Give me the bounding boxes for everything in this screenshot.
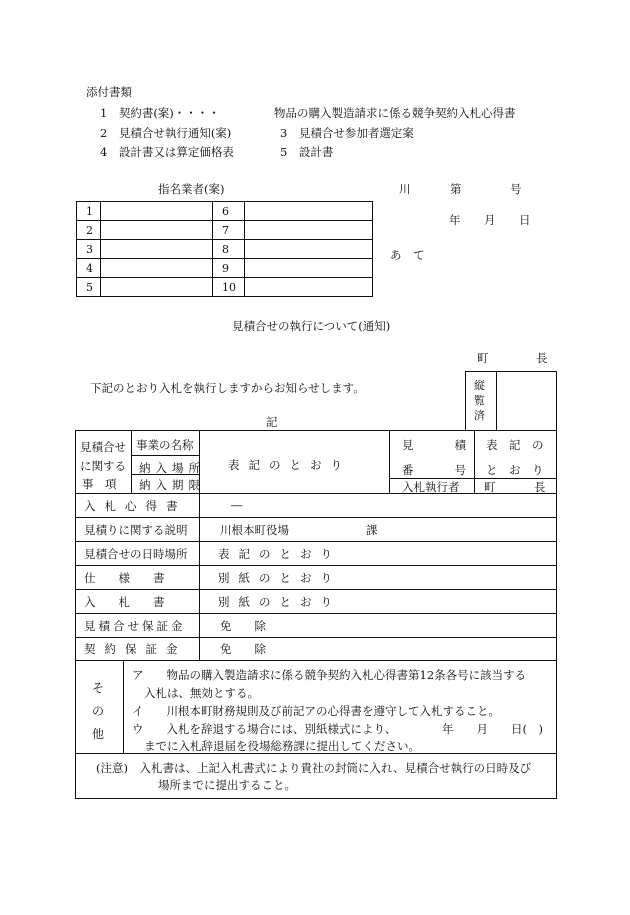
nominee-num: 1 [77,202,101,221]
attachment-item-5: 5 設計書 [280,145,334,159]
row-label-nyusatsu-kokoroe: 入札心得書 [84,499,187,513]
nominee-num: 2 [77,221,101,240]
executor-cho: 町 [484,480,496,494]
number-label: 番 号 [402,463,472,477]
form-rule [76,541,556,542]
form-rule [76,517,556,518]
row-label-bid-form: 入 札 書 [84,595,165,609]
form-rule [131,455,199,456]
attachment-item-2: 2 見積合せ執行通知(案) [100,126,232,140]
notice-title: 見積合せの執行について(通知) [232,319,391,333]
row-label-contract-deposit: 契約保証金 [84,642,187,656]
section-label-line3: 事 項 [82,477,117,491]
addressee-ate: あ て [390,248,425,262]
date-day: 日 [519,213,531,227]
nominee-num: 9 [213,259,245,278]
doc-number-go: 号 [510,182,522,196]
nominee-num: 7 [213,221,245,240]
table-row [77,221,373,240]
executor-cho-title: 長 [534,480,546,494]
form-rule [76,637,556,638]
attachment-item-3: 3 見積合せ参加者選定案 [280,126,414,140]
bid-executor-label: 入札執行者 [402,480,460,494]
review-stamp-label: 縦覧済 [474,379,485,422]
nominee-num: 10 [213,278,245,297]
nominee-name-cell [245,202,373,221]
row-label-datetime-place: 見積合せの日時場所 [84,547,188,561]
as-stated-text: 表記のとおり [228,458,351,472]
other-item-u-line1: ウ 入札を辞退する場合には、別紙様式により、 [132,722,397,736]
nominee-name-cell [245,221,373,240]
table-row [77,202,373,221]
form-rule [76,589,556,590]
form-rule [76,565,556,566]
nominee-name-cell [245,278,373,297]
other-item-a-line1: ア 物品の購入製造請求に係る競争契約入札心得書第12条各号に該当する [132,668,527,682]
business-name-label: 事業の名称 [136,438,194,452]
nominee-title: 指名業者(案) [158,182,225,196]
form-rule [123,661,124,753]
other-item-u-date: 年 月 日( ) [442,722,543,736]
attachment-item-1-detail: 物品の購入製造請求に係る競争契約入札心得書 [274,106,516,120]
form-rule [474,431,475,493]
other-item-i: イ 川根本町財務規則及び前記アの心得書を遵守して入札すること。 [132,704,500,718]
date-year: 年 [449,213,461,227]
nominee-name-cell [101,278,213,297]
row-label-estimate-deposit: 見積合せ保証金 [84,619,186,633]
row-value-contract-deposit: 免 除 [220,642,266,656]
mayor-cho: 町 [477,351,489,365]
other-item-u-line2: までに入札辞退届を役場総務課に提出してください。 [144,739,420,753]
table-row [77,240,373,259]
row-value-bid-form: 別紙のとおり [218,595,341,609]
date-month: 月 [484,213,496,227]
review-stamp-divider [496,372,497,431]
ki-label: 記 [266,415,278,429]
attachment-item-4: 4 設計書又は算定価格表 [100,145,234,159]
doc-number-kawa: 川 [399,182,411,196]
nominee-name-cell [101,240,213,259]
nominee-num: 8 [213,240,245,259]
review-stamp-box [465,371,557,431]
form-rule [76,613,556,614]
form-rule [131,431,132,493]
attachment-item-1: 1 契約書(案)・・・・ [100,106,220,120]
delivery-deadline-label: 納入期限 [139,478,205,492]
row-value-datetime-place: 表記のとおり [218,547,341,561]
notice-lead: 下記のとおり入札を執行しますからお知らせします。 [90,381,365,395]
nominee-num: 3 [77,240,101,259]
row-label-specification: 仕 様 書 [84,571,165,585]
nominee-name-cell [245,240,373,259]
nominee-num: 6 [213,202,245,221]
bid-form [75,430,557,799]
row-value-specification: 別紙のとおり [218,571,341,585]
doc-number-dai: 第 [450,182,462,196]
as-stated-small-2: と お り [486,463,544,477]
nominee-name-cell [101,221,213,240]
row-label-explanation: 見積りに関する説明 [84,523,188,537]
section-label-line2: に関する [80,459,126,473]
row-value-explanation: 川根本町役場 [220,523,289,537]
note-line2: 場所までに提出すること。 [158,778,296,792]
nominee-table [76,201,373,297]
delivery-place-label: 納入場所 [139,461,205,475]
nominee-name-cell [101,259,213,278]
section-label-line1: 見積合せ [80,440,126,454]
row-value-explanation-ka: 課 [366,523,378,537]
row-value-nyusatsu-kokoroe: ― [231,498,243,512]
form-rule [389,431,390,493]
estimate-label: 見 積 [402,438,472,452]
table-row [77,278,373,297]
attachments-heading: 添付書類 [86,85,132,99]
nominee-num: 4 [77,259,101,278]
as-stated-small-1: 表 記 の [486,438,544,452]
nominee-num: 5 [77,278,101,297]
other-item-a-line2: 入札は、無効とする。 [144,686,259,700]
note-line1: (注意) 入札書は、上記入札書式により貴社の封筒に入れ、見積合せ執行の日時及び [96,761,532,775]
form-rule [76,660,556,661]
nominee-name-cell [101,202,213,221]
table-row [77,259,373,278]
row-value-estimate-deposit: 免 除 [220,619,266,633]
nominee-name-cell [245,259,373,278]
other-label: その他 [92,681,105,741]
mayor-title: 長 [536,351,548,365]
